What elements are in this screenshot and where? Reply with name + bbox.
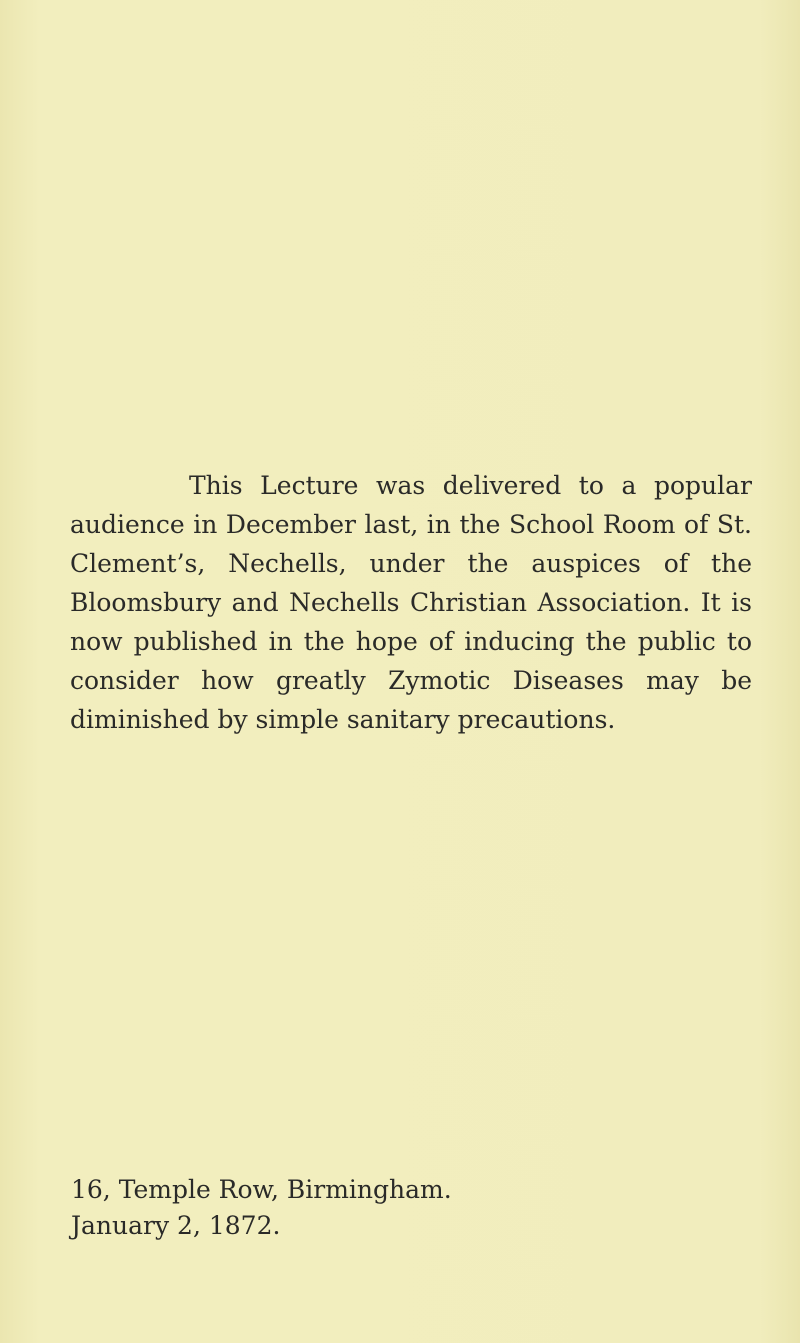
address-block (71, 1172, 452, 1244)
preface-block (70, 466, 752, 739)
address-street: 16, Temple Row, Birmingham. (71, 1175, 452, 1204)
address-date: January 2, 1872. (71, 1211, 281, 1240)
preface-paragraph: This Lecture was delivered to a popular audience in December last, in the School Room of St. Clement’s, Nechells, under the auspices of the Bloomsbury and Nechells Christian Association. It is now published in the hope of inducing the public to consider how greatly Zymotic Diseases may be diminished by simple sanitary precautions. (70, 471, 752, 734)
